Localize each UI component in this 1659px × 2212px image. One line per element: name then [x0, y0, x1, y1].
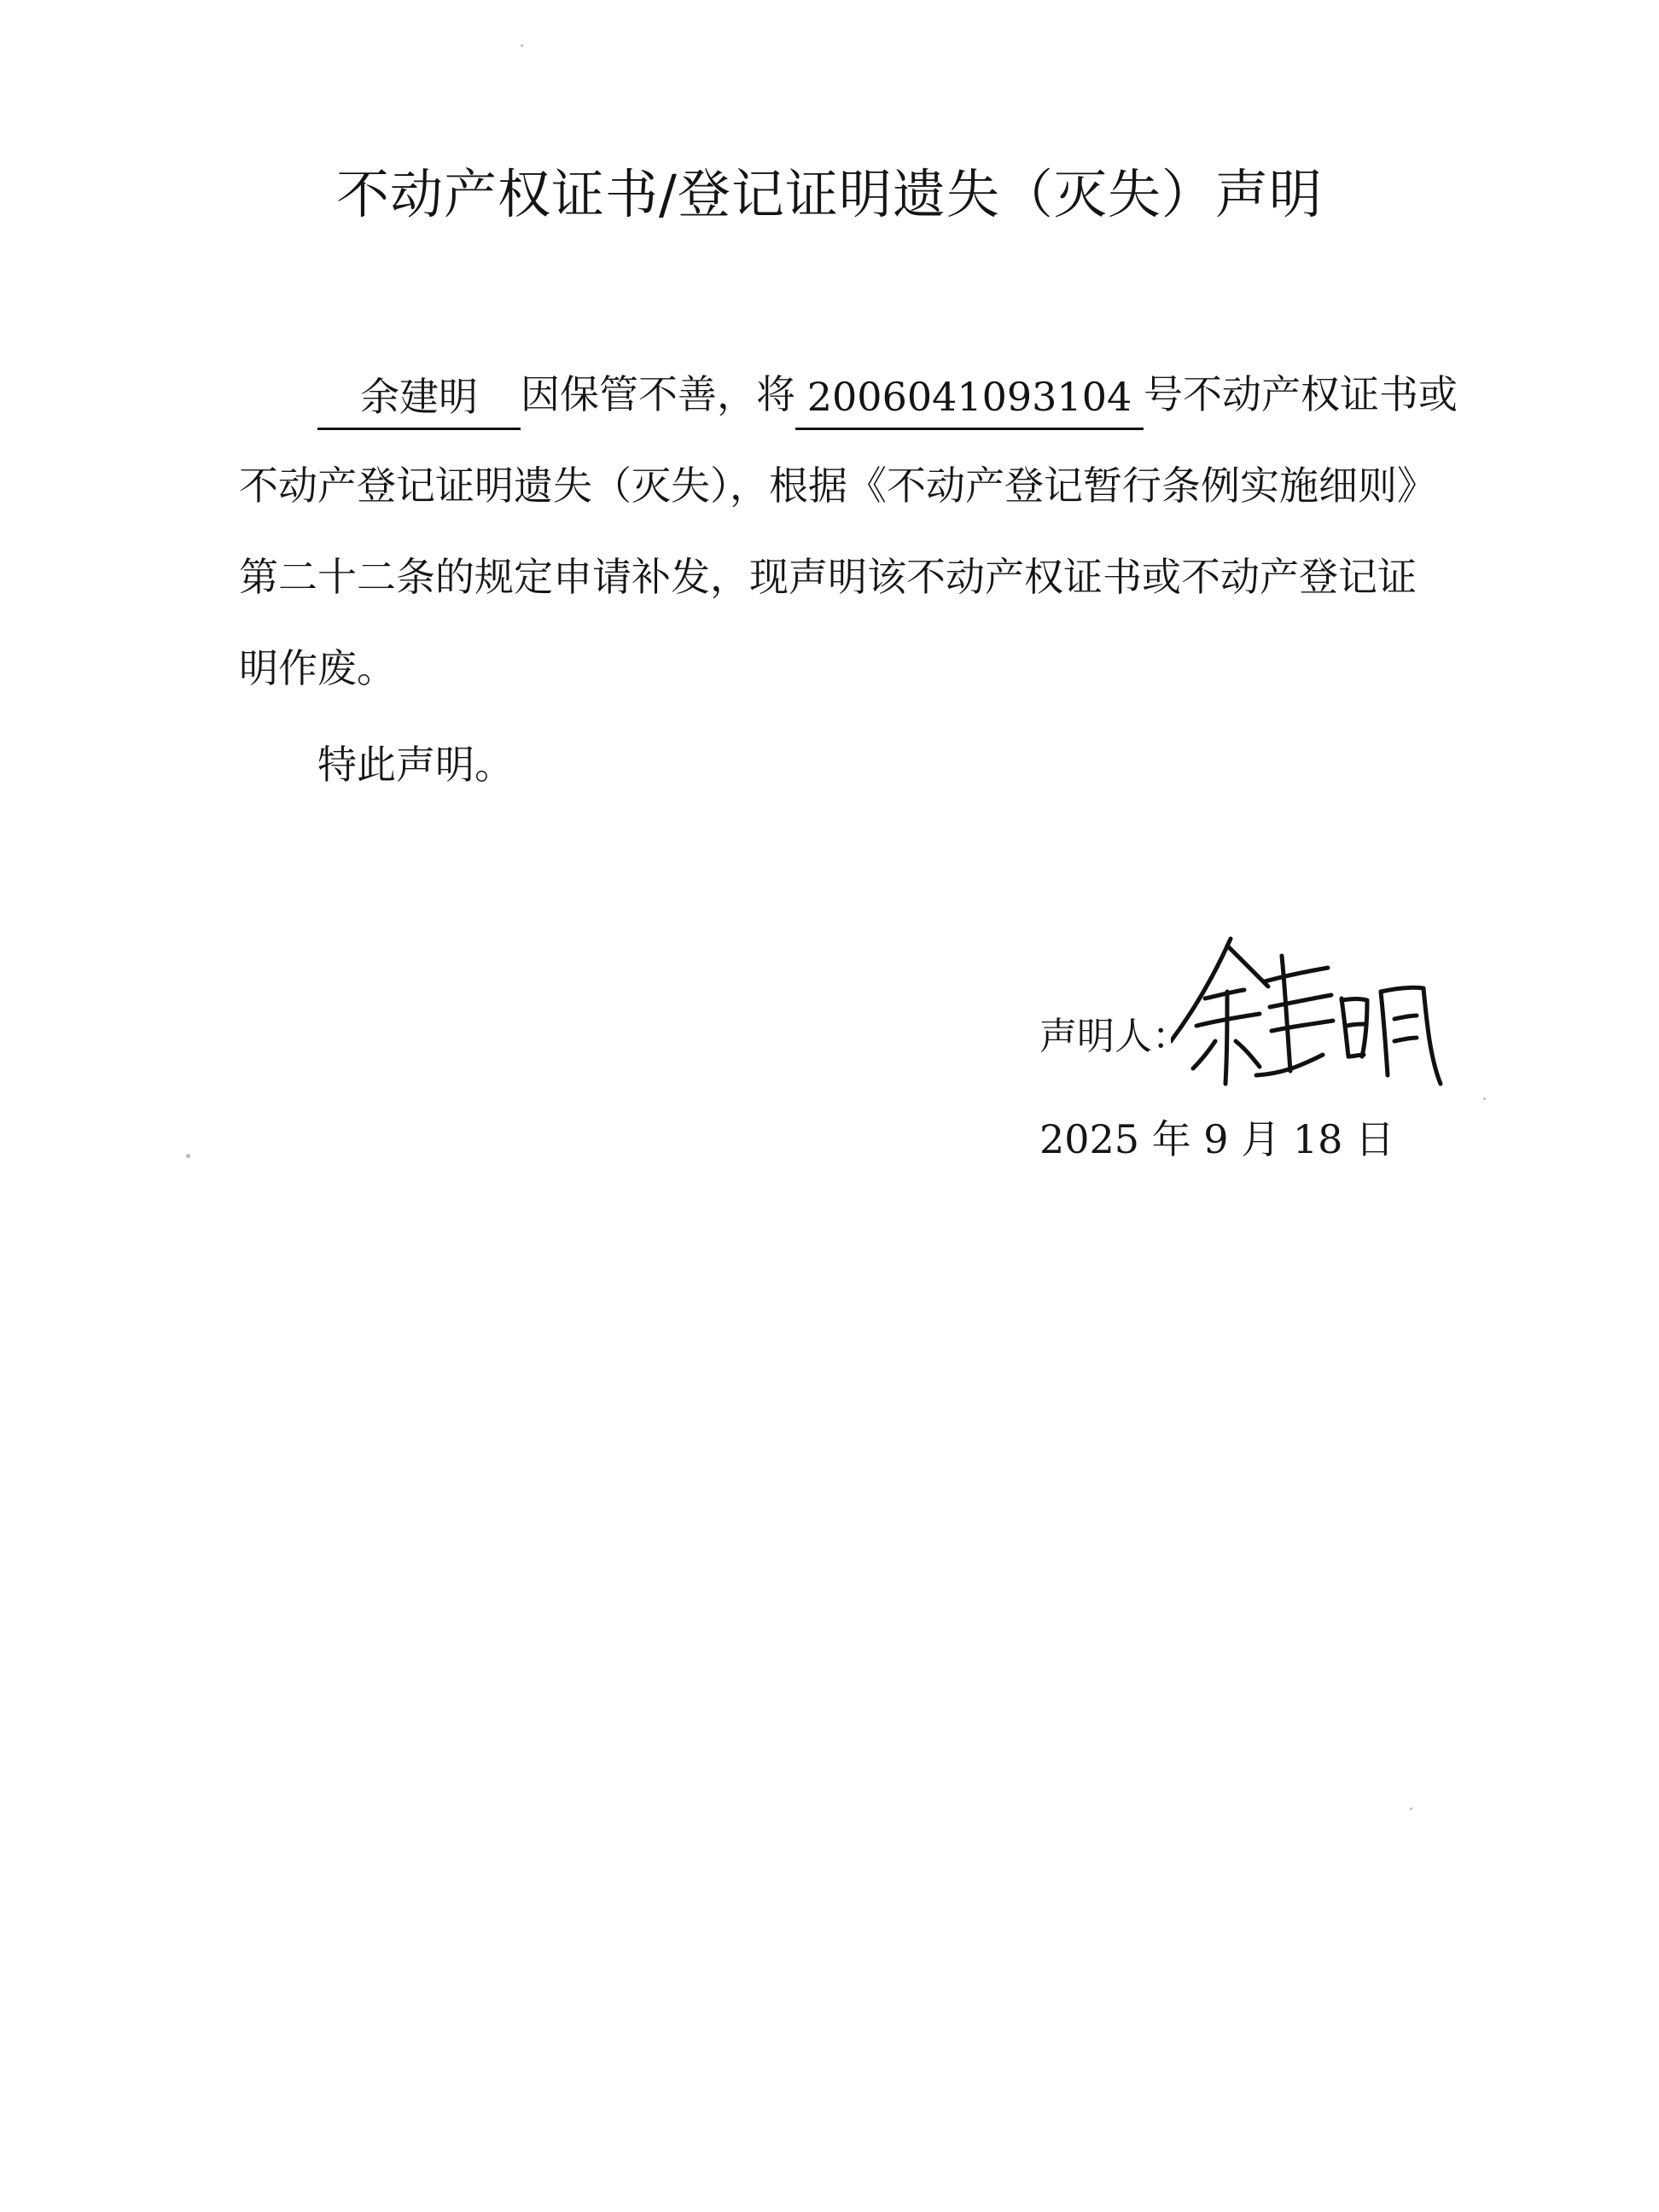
statement-line-4: 明作废。	[239, 645, 396, 691]
certificate-number-field: 2006041093104	[795, 366, 1144, 430]
statement-line-1	[239, 352, 1458, 437]
declaration-date: 2025 年 9 月 18 日	[1039, 1116, 1394, 1162]
handwritten-signature	[1171, 913, 1461, 1101]
scan-speck	[1410, 1807, 1412, 1810]
declarant-name-field: 余建明	[317, 366, 521, 430]
closing-statement: 特此声明。	[317, 742, 514, 788]
scan-speck	[1483, 1097, 1486, 1100]
scan-speck	[521, 44, 523, 47]
statement-text-after-name: 因保管不善，将	[521, 371, 795, 417]
statement-line-3: 第二十二条的规定申请补发，现声明该不动产权证书或不动产登记证	[239, 554, 1417, 600]
page-title: 不动产权证书/登记证明遗失（灭失）声明	[336, 163, 1323, 225]
statement-line-2: 不动产登记证明遗失（灭失），根据《不动产登记暂行条例实施细则》	[239, 463, 1436, 509]
scan-speck	[186, 1154, 190, 1158]
statement-text-after-number: 号不动产权证书或	[1144, 371, 1458, 417]
declarant-label: 声明人：	[1039, 1015, 1190, 1058]
